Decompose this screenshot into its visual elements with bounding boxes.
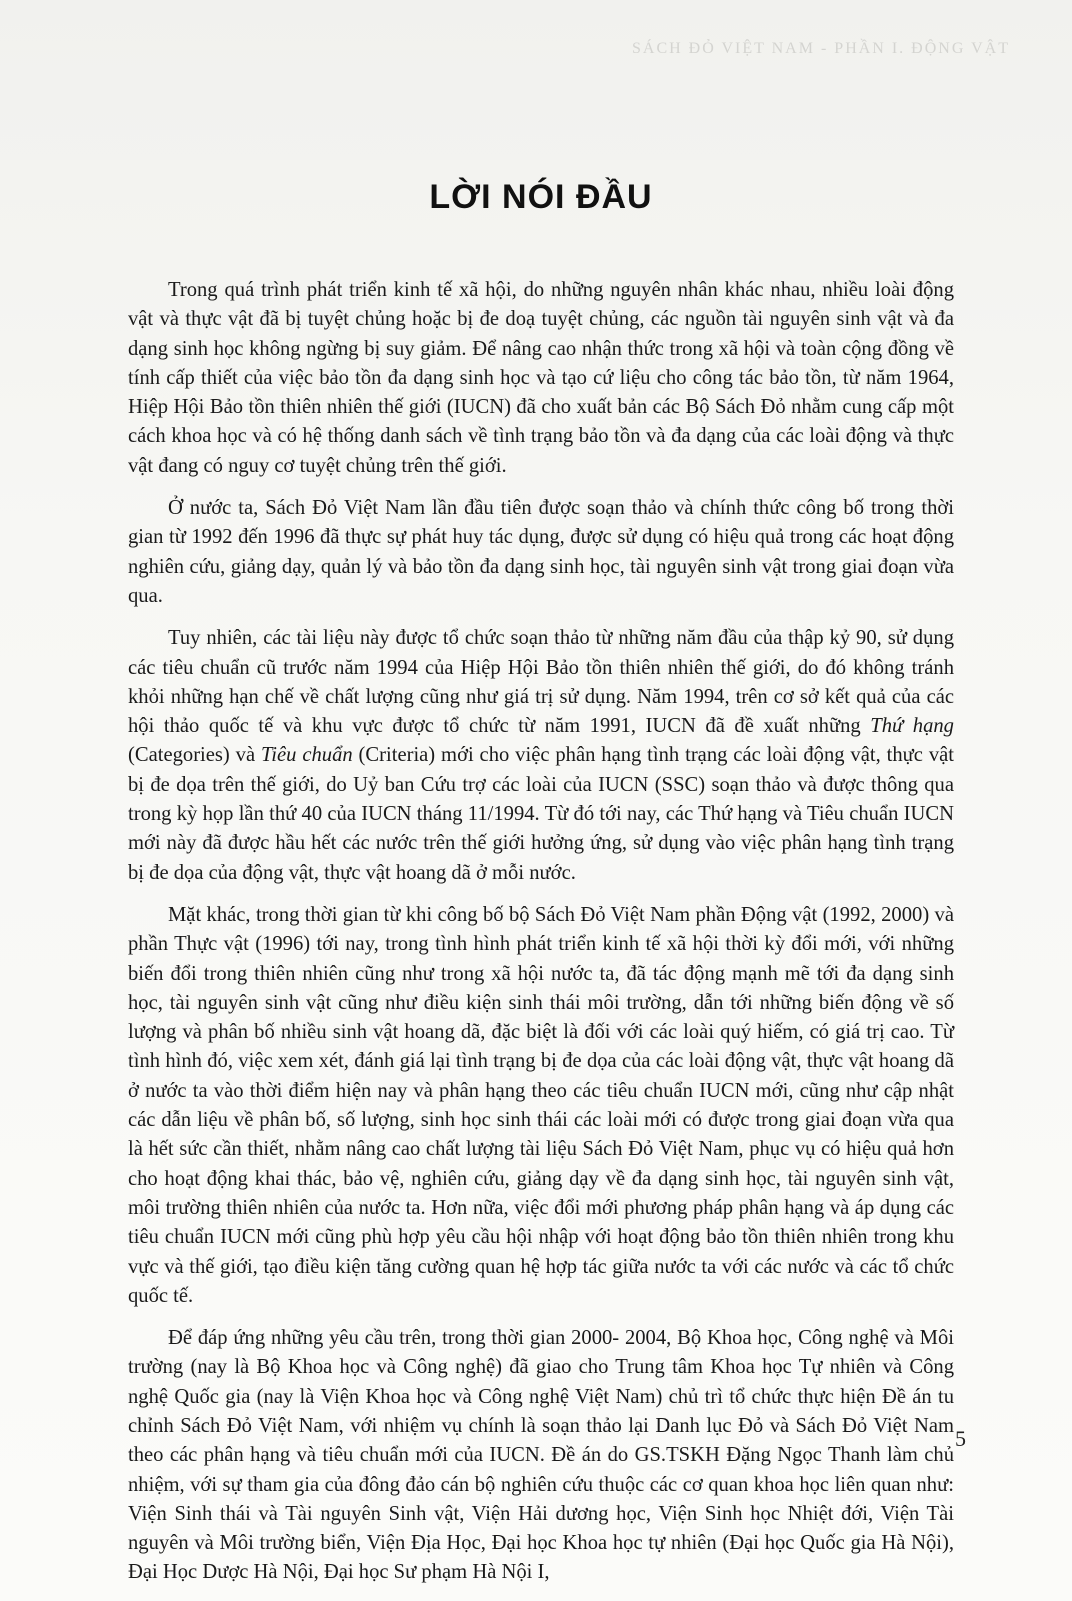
paragraph-3-part-a: Tuy nhiên, các tài liệu này được tổ chức soạn thảo từ những năm đầu của thập kỷ 90, sử dụng các tiêu chuẩn cũ trước năm 1994 của Hiệp Hội Bảo tồn thiên nhiên thế giới, do đó không tránh khỏi những hạn chế về chất lượng cũng như giá trị sử dụng. Năm 1994, trên cơ sở kết quả của các hội thảo quốc tế và khu vực được tổ chức từ năm 1991, IUCN đã đề xuất những (128, 627, 954, 738)
paragraph-1: Trong quá trình phát triển kinh tế xã hội, do những nguyên nhân khác nhau, nhiều loài động vật và thực vật đã bị tuyệt chủng hoặc bị đe doạ tuyệt chủng, các nguồn tài nguyên sinh vật và đa dạng sinh học không ngừng bị suy giảm. Để nâng cao nhận thức trong xã hội và toàn cộng đồng về tính cấp thiết của việc bảo tồn đa dạng sinh học và tạo cứ liệu cho công tác bảo tồn, từ năm 1964, Hiệp Hội Bảo tồn thiên nhiên thế giới (IUCN) đã cho xuất bản các Bộ Sách Đỏ nhằm cung cấp một cách khoa học và có hệ thống danh sách về tình trạng bảo tồn và đa dạng của các loài động và thực vật đang có nguy cơ tuyệt chủng trên thế giới. (128, 279, 954, 477)
paragraph-5: Để đáp ứng những yêu cầu trên, trong thời gian 2000- 2004, Bộ Khoa học, Công nghệ và Môi trường (nay là Bộ Khoa học và Công nghệ) đã giao cho Trung tâm Khoa học Tự nhiên và Công nghệ Quốc gia (nay là Viện Khoa học và Công nghệ Việt Nam) chủ trì tổ chức thực hiện Đề án tu chỉnh Sách Đỏ Việt Nam, với nhiệm vụ chính là soạn thảo lại Danh lục Đỏ và Sách Đỏ Việt Nam theo các phân hạng và tiêu chuẩn mới của IUCN. Đề án do GS.TSKH Đặng Ngọc Thanh làm chủ nhiệm, với sự tham gia của đông đảo cán bộ nghiên cứu thuộc các cơ quan khoa học liên quan như: Viện Sinh thái và Tài nguyên Sinh vật, Viện Hải dương học, Viện Sinh học Nhiệt đới, Viện Tài nguyên và Môi trường biển, Viện Địa Học, Đại học Khoa học tự nhiên (Đại học Quốc gia Hà Nội), Đại Học Dược Hà Nội, Đại học Sư phạm Hà Nội I, (128, 1327, 954, 1584)
page-title: LỜI NÓI ĐẦU (429, 178, 653, 216)
running-head: SÁCH ĐỎ VIỆT NAM - PHẦN I. ĐỘNG VẬT (631, 40, 1010, 57)
paragraph-2: Ở nước ta, Sách Đỏ Việt Nam lần đầu tiên được soạn thảo và chính thức công bố trong thời gian từ 1992 đến 1996 đã thực sự phát huy tác dụng, được sử dụng có hiệu quả trong các hoạt động nghiên cứu, giảng dạy, quản lý và bảo tồn đa dạng sinh học, tài nguyên sinh vật trong giai đoạn vừa qua. (128, 497, 954, 607)
paragraph-3-italic-categories: Thứ hạng (870, 715, 954, 738)
paragraph-3-italic-criteria: Tiêu chuẩn (260, 744, 353, 767)
paragraph-4: Mặt khác, trong thời gian từ khi công bố bộ Sách Đỏ Việt Nam phần Động vật (1992, 2000) và phần Thực vật (1996) tới nay, trong tình hình phát triển kinh tế xã hội thời kỳ đổi mới, với những biến đổi trong thiên nhiên cũng như trong xã hội nước ta, đã tác động mạnh mẽ tới đa dạng sinh học, tài nguyên sinh vật cũng như điều kiện sinh thái môi trường, dẫn tới những biến động về số lượng và phân bố nhiều sinh vật hoang dã, đặc biệt là đối với các loài quý hiếm, có giá trị cao. Từ tình hình đó, việc xem xét, đánh giá lại tình trạng bị đe dọa của các loài động vật, thực vật hoang dã ở nước ta vào thời điểm hiện nay và phân hạng theo các tiêu chuẩn IUCN mới, cũng như cập nhật các dẫn liệu về phân bố, số lượng, sinh học sinh thái các loài mới có được trong giai đoạn vừa qua là hết sức cần thiết, nhằm nâng cao chất lượng tài liệu Sách Đỏ Việt Nam, phục vụ có hiệu quả hơn cho hoạt động khai thác, bảo vệ, nghiên cứu, giảng dạy về đa dạng sinh học, tài nguyên sinh vật, môi trường thiên nhiên của nước ta. Hơn nữa, việc đổi mới phương pháp phân hạng và áp dụng các tiêu chuẩn IUCN mới cũng phù hợp yêu cầu hội nhập với hoạt động bảo tồn thiên nhiên trong khu vực và thế giới, tạo điều kiện tăng cường quan hệ hợp tác giữa nước ta với các nước và các tổ chức quốc tế. (128, 903, 954, 1307)
page-number: 5 (955, 1426, 966, 1451)
preface-text (128, 276, 954, 1601)
paragraph-3-part-b: (Categories) và (128, 744, 261, 767)
paragraph-3 (128, 624, 954, 888)
paragraph-3-part-c: (Criteria) mới cho việc phân hạng tình trạng các loài động vật, thực vật bị đe dọa trên thế giới, do Uỷ ban Cứu trợ các loài của IUCN (SSC) soạn thảo và được thông qua trong kỳ họp lần thứ 40 của IUCN tháng 11/1994. Từ đó tới nay, các Thứ hạng và Tiêu chuẩn IUCN mới này đã được hầu hết các nước trên thế giới hưởng ứng, sử dụng vào việc phân hạng tình trạng bị đe dọa của động vật, thực vật hoang dã ở mỗi nước. (128, 744, 954, 884)
